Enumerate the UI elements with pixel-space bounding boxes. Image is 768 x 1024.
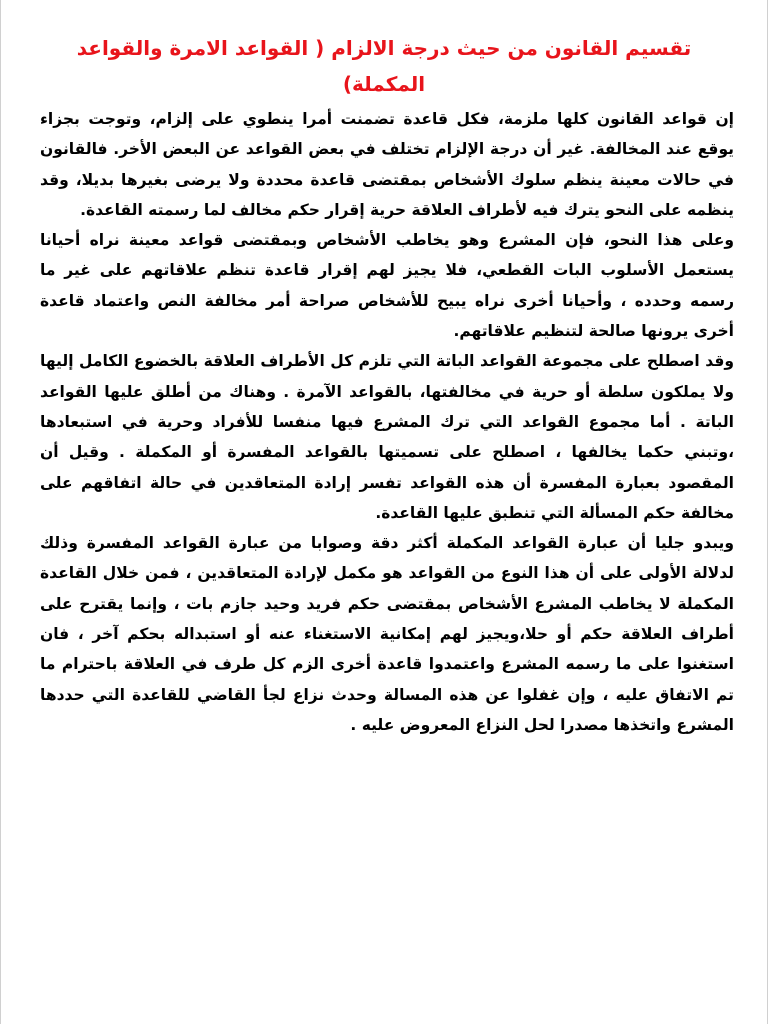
paragraph-4: ويبدو جليا أن عبارة القواعد المكملة أكثر دقة وصوابا من عبارة القواعد المفسرة وذلك لدلالة الأولى على أن هذا النوع من القواعد هو مكمل لإرادة المتعاقدين ، فمن خلال القاعدة المكملة لا يخاطب المشرع الأشخاص بمقتضى حكم فريد وحيد جازم بات ، وإنما يقترح على أطراف العلاقة حكم أو حلا،ويجيز لهم إمكانية الاستغناء عنه أو استبداله بحكم آخر ، فان استغنوا على ما رسمه المشرع واعتمدوا قاعدة أخرى الزم كل طرف في العلاقة باحترام ما تم الاتفاق عليه ، وإن غفلوا عن هذه المسالة وحدث نزاع لجأ القاضي للقاعدة التي حددها المشرع واتخذها مصدرا لحل النزاع المعروض عليه . — [40, 534, 734, 734]
document-body — [40, 104, 734, 740]
paragraph-1: إن قواعد القانون كلها ملزمة، فكل قاعدة تضمنت أمرا ينطوي على إلزام، وتوجت بجزاء يوقع عند المخالفة. غير أن درجة الإلزام تختلف في بعض القواعد عن البعض الأخر. فالقانون في حالات معينة ينظم سلوك الأشخاص بمقتضى قاعدة محددة ولا يرضى بغيرها بديلا، وقد ينظمه على النحو يترك فيه لأطراف العلاقة حرية إقرار حكم مخالف لما رسمته القاعدة. — [40, 110, 734, 219]
paragraph-2: وعلى هذا النحو، فإن المشرع وهو يخاطب الأشخاص وبمقتضى قواعد معينة نراه أحيانا يستعمل الأسلوب البات القطعي، فلا يجيز لهم إقرار قاعدة تنظم علاقاتهم على غير ما رسمه وحدده ، وأحيانا أخرى نراه يبيح للأشخاص صراحة أمر مخالفة النص واعتماد قاعدة أخرى يرونها صالحة لتنظيم علاقاتهم. — [40, 231, 734, 341]
document-title: تقسيم القانون من حيث درجة الالزام ( القواعد الامرة والقواعد المكملة) — [76, 36, 692, 96]
page-border-left — [0, 0, 1, 1024]
paragraph-3: وقد اصطلح على مجموعة القواعد الباتة التي تلزم كل الأطراف العلاقة بالخضوع الكامل إليها ولا يملكون سلطة أو حرية في مخالفتها، بالقواعد الآمرة . وهناك من أطلق عليها القواعد الباتة . أما مجموع القواعد التي ترك المشرع فيها منفسا للأفراد وحرية في استبعادها ،وتبني حكما يخالفها ، اصطلح على تسميتها بالقواعد المفسرة أو المكملة . وقيل أن المقصود بعبارة المفسرة أن هذه القواعد تفسر إرادة المتعاقدين في حالة اتفاقهم على مخالفة حكم المسألة التي تنطبق عليها القاعدة. — [40, 352, 734, 522]
